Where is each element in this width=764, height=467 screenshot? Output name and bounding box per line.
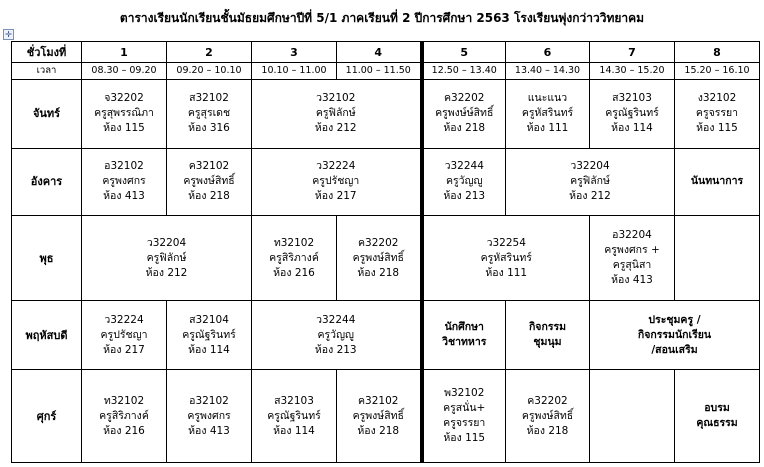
cell-line: ครูสุพรรณิภา (94, 107, 154, 120)
cell-line: อ32102 (189, 394, 229, 407)
cell-line: ว32204 (146, 236, 187, 249)
class-cell (590, 216, 675, 301)
cell-line: ครูสุนิสา (612, 259, 652, 271)
cell-line: ห้อง 217 (103, 343, 145, 356)
class-cell (675, 216, 760, 301)
day-row-thursday (12, 300, 760, 369)
cell-line: ห้อง 115 (696, 122, 738, 135)
day-label: จันทร์ (12, 80, 82, 148)
cell-line: ครูหัสรินทร์ (521, 107, 574, 120)
class-cell (422, 300, 506, 369)
cell-line: ห้อง 213 (314, 343, 357, 356)
cell-line: ค32202 (527, 394, 568, 407)
class-cell (82, 370, 167, 463)
cell-line: ท32102 (273, 236, 315, 249)
class-cell (506, 300, 590, 369)
time-slot: 08.30 – 09.20 (82, 63, 167, 80)
cell-line: ครูฟิลักษ์ (315, 107, 356, 120)
cell-line: ครูสิริภางค์ (269, 251, 319, 264)
cell-line: ห้อง 111 (485, 266, 528, 279)
schedule-title: ตารางเรียนนักเรียนชั้นมัธยมศึกษาปีที่ 5/1 ภาคเรียนที่ 2 ปีการศึกษา 2563 โรงเรียนพุ่งกว่าววิทยาคม (119, 11, 645, 25)
cell-line: ครูณัฐรินทร์ (182, 328, 236, 341)
cell-line: ประชุมครู / (648, 313, 701, 326)
class-cell (506, 148, 675, 215)
cell-line: พ32102 (444, 387, 485, 400)
cell-line: ห้อง 217 (314, 190, 357, 203)
cell-line: ส32104 (189, 313, 229, 326)
day-label: ศุกร์ (12, 370, 82, 463)
cell-line: ห้อง 115 (443, 432, 486, 445)
day-label: อังคาร (12, 148, 82, 215)
time-slot: 14.30 – 15.20 (590, 63, 675, 80)
period-number: 6 (506, 42, 590, 63)
cell-line: ว32102 (316, 92, 356, 105)
class-cell (82, 300, 167, 369)
cell-line: ครูพงษ์สิทธิ์ (352, 409, 404, 422)
cell-line: ห้อง 115 (103, 122, 145, 135)
cell-line: ว32244 (444, 160, 484, 173)
class-cell (167, 80, 252, 148)
cell-line: วิชาทหาร (442, 336, 487, 349)
cell-line: ห้อง 212 (569, 190, 611, 203)
period-label: ชั่วโมงที่ (12, 42, 82, 63)
cell-line: แนะแนว (527, 92, 568, 105)
day-row-monday (12, 80, 760, 148)
cell-line: ว32224 (104, 313, 144, 326)
class-cell (337, 216, 422, 301)
class-cell (337, 370, 422, 463)
cell-line: ว32224 (316, 160, 356, 173)
cell-line: ห้อง 216 (273, 266, 315, 279)
cell-line: ห้อง 413 (188, 424, 230, 437)
cell-line: ห้อง 218 (443, 122, 486, 135)
cell-line: ห้อง 218 (526, 424, 569, 437)
class-cell (590, 300, 760, 369)
cell-line: ครูณัฐรินทร์ (605, 107, 659, 120)
cell-line: ส32103 (274, 394, 314, 407)
period-number: 3 (252, 42, 337, 63)
cell-line: ครูพงษ์สิทธิ์ (352, 251, 404, 264)
class-cell (675, 148, 760, 215)
cell-line: ท32102 (103, 394, 145, 407)
cell-line: ห้อง 114 (273, 424, 315, 437)
day-label: พฤหัสบดี (12, 300, 82, 369)
cell-line: ค32202 (444, 92, 485, 105)
cell-line: กิจกรรมนักเรียน (637, 328, 712, 341)
cell-line: ครูพงษ์สิทธิ์ (521, 409, 574, 422)
time-slot: 10.10 – 11.00 (252, 63, 337, 80)
cell-line: ห้อง 111 (526, 122, 569, 135)
cell-line: นันทนาการ (690, 175, 744, 188)
cell-line: ครูปรัชญา (312, 175, 360, 188)
period-header-row (12, 42, 760, 63)
cell-line: ครูพงศกร (102, 175, 146, 188)
cell-line: ครูฟิลักษ์ (146, 251, 187, 264)
class-cell (422, 148, 506, 215)
cell-line: นักศึกษา (444, 321, 484, 334)
time-row (12, 63, 760, 80)
cell-line: ครูฟิลักษ์ (570, 175, 610, 188)
class-cell (82, 148, 167, 215)
cell-line: ห้อง 216 (103, 424, 145, 437)
cell-line: /สอนเสริม (651, 343, 698, 356)
period-number: 7 (590, 42, 675, 63)
cell-line: ว32204 (570, 160, 610, 173)
cell-line: ครูปรัชญา (100, 328, 148, 341)
cell-line: ส32102 (189, 92, 229, 105)
class-cell (590, 370, 675, 463)
cell-line: กิจกรรม (528, 321, 567, 334)
class-cell (422, 216, 590, 301)
class-cell (422, 370, 506, 463)
cell-line: ครูหัสรินทร์ (480, 251, 532, 264)
cell-line: ห้อง 218 (357, 266, 400, 279)
period-number: 1 (82, 42, 167, 63)
cell-line: ค32102 (358, 394, 399, 407)
period-number: 4 (337, 42, 422, 63)
period-number: 5 (422, 42, 506, 63)
cell-line: ห้อง 213 (443, 190, 486, 203)
cell-line: ห้อง 114 (188, 343, 230, 356)
table-move-handle-icon[interactable]: ✛ (3, 29, 14, 40)
time-slot: 09.20 – 10.10 (167, 63, 252, 80)
cell-line: ห้อง 114 (611, 122, 653, 135)
class-cell (252, 148, 422, 215)
class-cell (252, 80, 422, 148)
cell-line: ครูสุรเดช (187, 107, 231, 120)
cell-line: ง32102 (697, 92, 737, 105)
class-cell (422, 80, 506, 148)
time-slot: 11.00 – 11.50 (337, 63, 422, 80)
cell-line: ครูจรรยา (695, 107, 739, 120)
day-row-wednesday (12, 216, 760, 301)
cell-line: ครูพงษ์สิทธิ์ (183, 175, 235, 188)
class-cell (167, 148, 252, 215)
class-cell (167, 300, 252, 369)
class-cell (252, 216, 337, 301)
cell-line: อ32102 (104, 160, 144, 173)
class-cell (506, 370, 590, 463)
class-cell (167, 370, 252, 463)
day-row-tuesday (12, 148, 760, 215)
cell-line: จ32202 (104, 92, 144, 105)
cell-line: ห้อง 212 (145, 266, 188, 279)
cell-line: ครูวัญญู (446, 175, 483, 188)
class-cell (675, 80, 760, 148)
cell-line: อ32204 (612, 229, 652, 241)
class-cell (82, 216, 252, 301)
cell-line: ครูสิริภางค์ (99, 409, 149, 422)
cell-line: ครูวัญญู (317, 328, 354, 341)
cell-line: ครูจรรยา (443, 417, 486, 430)
cell-line: อบรม (704, 402, 730, 415)
timetable (11, 41, 760, 463)
class-cell (590, 80, 675, 148)
time-slot: 15.20 – 16.10 (675, 63, 760, 80)
cell-line: ว32244 (316, 313, 356, 326)
cell-line: ครูสนั่น+ (443, 402, 486, 415)
time-label: เวลา (12, 63, 82, 80)
time-slot: 13.40 – 14.30 (506, 63, 590, 80)
class-cell (82, 80, 167, 148)
cell-line: ชุมนุม (533, 336, 562, 349)
cell-line: ห้อง 316 (188, 122, 230, 135)
cell-line: ค32202 (358, 236, 399, 249)
time-slot: 12.50 – 13.40 (422, 63, 506, 80)
cell-line: ส32103 (612, 92, 652, 105)
cell-line: ครูพงศกร + (604, 244, 660, 256)
cell-line: ห้อง 413 (611, 274, 653, 286)
cell-line: ครูพงษ์ษ์สิทธิ์ (435, 107, 494, 120)
cell-line: ค32102 (188, 160, 230, 173)
cell-line: ครูณัฐรินทร์ (267, 409, 321, 422)
cell-line: คุณธรรม (696, 417, 738, 430)
cell-line: ห้อง 218 (188, 190, 230, 203)
period-number: 8 (675, 42, 760, 63)
day-row-friday (12, 370, 760, 463)
cell-line: ห้อง 218 (357, 424, 400, 437)
class-cell (252, 300, 422, 369)
class-cell (252, 370, 337, 463)
cell-line: ครูพงศกร (187, 409, 231, 422)
class-cell (675, 370, 760, 463)
cell-line: ห้อง 413 (103, 190, 145, 203)
period-number: 2 (167, 42, 252, 63)
class-cell (506, 80, 590, 148)
cell-line: ห้อง 212 (314, 122, 357, 135)
cell-line: ว32254 (486, 236, 526, 249)
day-label: พุธ (12, 216, 82, 301)
